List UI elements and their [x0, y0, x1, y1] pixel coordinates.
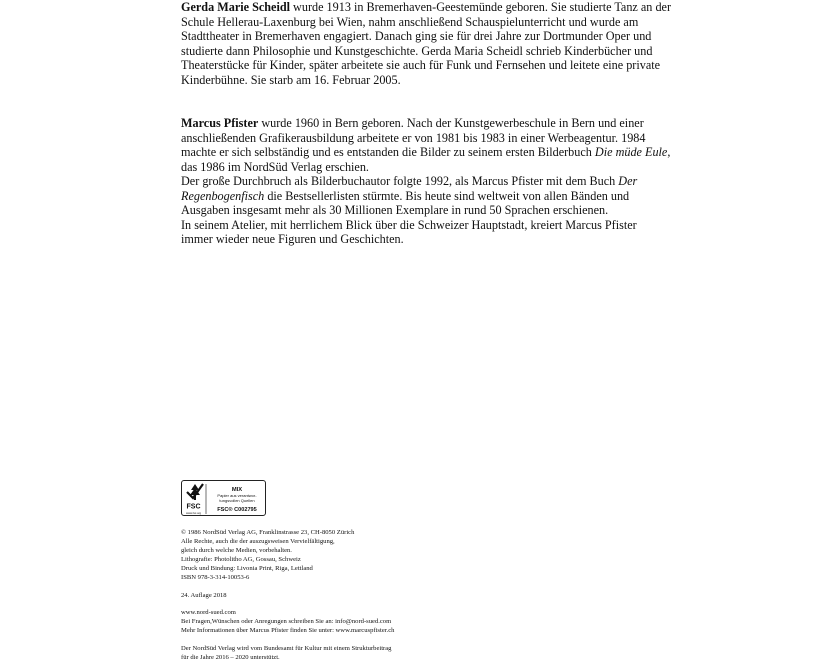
fsc-claim-line-1: Papier aus verantwor- — [217, 493, 257, 498]
bio-scheidl-paragraph — [181, 0, 671, 87]
fsc-mix-label: MIX — [231, 487, 243, 493]
isbn-line: ISBN 978-3-314-10053-6 — [181, 573, 250, 581]
fsc-tree-checkmark-icon — [187, 484, 203, 500]
imprint-line: © 1986 NordSüd Verlag AG, Franklinstrasse 23, CH-8050 Zürich — [181, 529, 355, 536]
imprint-funding-block — [181, 645, 511, 663]
bio-pfister-paragraph-3: In seinem Atelier, mit herrlichem Blick über die Schweizer Hauptstadt, kreiert Marcus Pfister immer wieder neue Figuren und Geschichten. — [181, 217, 637, 246]
funding-line: Der NordSüd Verlag wird vom Bundesamt für Kultur mit einem Strukturbeitrag — [181, 645, 392, 652]
fsc-license-code: FSC® C002795 — [217, 507, 257, 513]
fsc-claim-line-2: tungsvollen Quellen — [219, 498, 255, 503]
book-title-die-muede-eule: Die müde Eule — [594, 145, 668, 159]
edition-line: 24. Auflage 2018 — [181, 592, 227, 599]
author-bio-scheidl — [181, 0, 671, 87]
bio-pfister-paragraph-1 — [181, 116, 671, 174]
fsc-logo — [181, 480, 266, 516]
bio-pfister-text-1: wurde 1960 in Bern geboren. Nach der Kunstgewerbeschule in Bern und einer anschließenden Grafikerausbildung arbeitete er von 1981 bis 1983 in einer Werbeagentur. 1984 machte er sich selbständig und es entstanden die Bilder zu seinem ersten Bilderbuch — [181, 116, 646, 159]
author-name-pfister: Marcus Pfister — [181, 116, 259, 130]
bio-scheidl-text: wurde 1913 in Bremerhaven-Geestemünde geboren. Sie studierte Tanz an der Schule Hellerau-Laxenburg bei Wien, nahm anschließend Schauspielunterricht und wurde am Stadttheater in Bremerhaven engagiert. Danach ging sie für drei Jahre zur Dortmunder Oper und studierte dann Philosophie und Kunstgeschichte. Gerda Maria Scheidl schrieb Kinderbücher und Theaterstücke für Kinder, später arbeitete sie auch für Funk und Fernsehen und leitete eine private Kinderbühne. Sie starb am 16. Februar 2005. — [181, 0, 672, 87]
illustrator-bio-pfister — [181, 116, 671, 247]
imprint-line: Alle Rechte, auch die der auszugsweisen Vervielfältigung, — [181, 537, 335, 545]
bio-pfister-text-2-end: die Bestsellerlisten stürmte. Bis heute sind weltweit von allen Bänden und Ausgaben insgesamt mehr als 30 Millionen Exemplare in rund 50 Sprachen erschienen. — [181, 188, 630, 217]
bio-pfister-text-2: Der große Durchbruch als Bilderbuchautor folgte 1992, als Marcus Pfister mit dem Buch — [181, 174, 619, 188]
contact-email-line[interactable]: Bei Fragen,Wünschen oder Anregungen schreiben Sie an: info@nord-sued.com — [181, 617, 392, 625]
fsc-logo-graphic — [182, 481, 267, 517]
bio-pfister-text-1-end: , das 1986 im NordSüd Verlag erschien. — [181, 145, 671, 174]
imprint-line: Druck und Bindung: Livonia Print, Riga, Lettland — [181, 564, 313, 572]
fsc-url-text: www.fsc.org — [186, 511, 202, 515]
book-title-regenbogenfisch: Der Regenbogenfisch — [181, 174, 638, 203]
bio-pfister-paragraph-2 — [181, 174, 671, 218]
funding-line: für die Jahre 2016 – 2020 unterstützt. — [181, 653, 280, 661]
imprint-line: gleich durch welche Medien, vorbehalten. — [181, 546, 292, 554]
website-link[interactable]: www.nord-sued.com — [181, 609, 236, 616]
author-website-line[interactable]: Mehr Informationen über Marcus Pfister finden Sie unter: www.marcuspfister.ch — [181, 626, 395, 634]
fsc-brand-text: FSC — [186, 503, 201, 511]
imprint-web-block — [181, 609, 511, 636]
imprint-edition-block — [181, 592, 511, 601]
imprint-line: Lithografie: Photolitho AG, Gossau, Schweiz — [181, 555, 301, 563]
author-name-scheidl: Gerda Marie Scheidl — [181, 0, 290, 14]
imprint-copyright-block — [181, 529, 511, 582]
